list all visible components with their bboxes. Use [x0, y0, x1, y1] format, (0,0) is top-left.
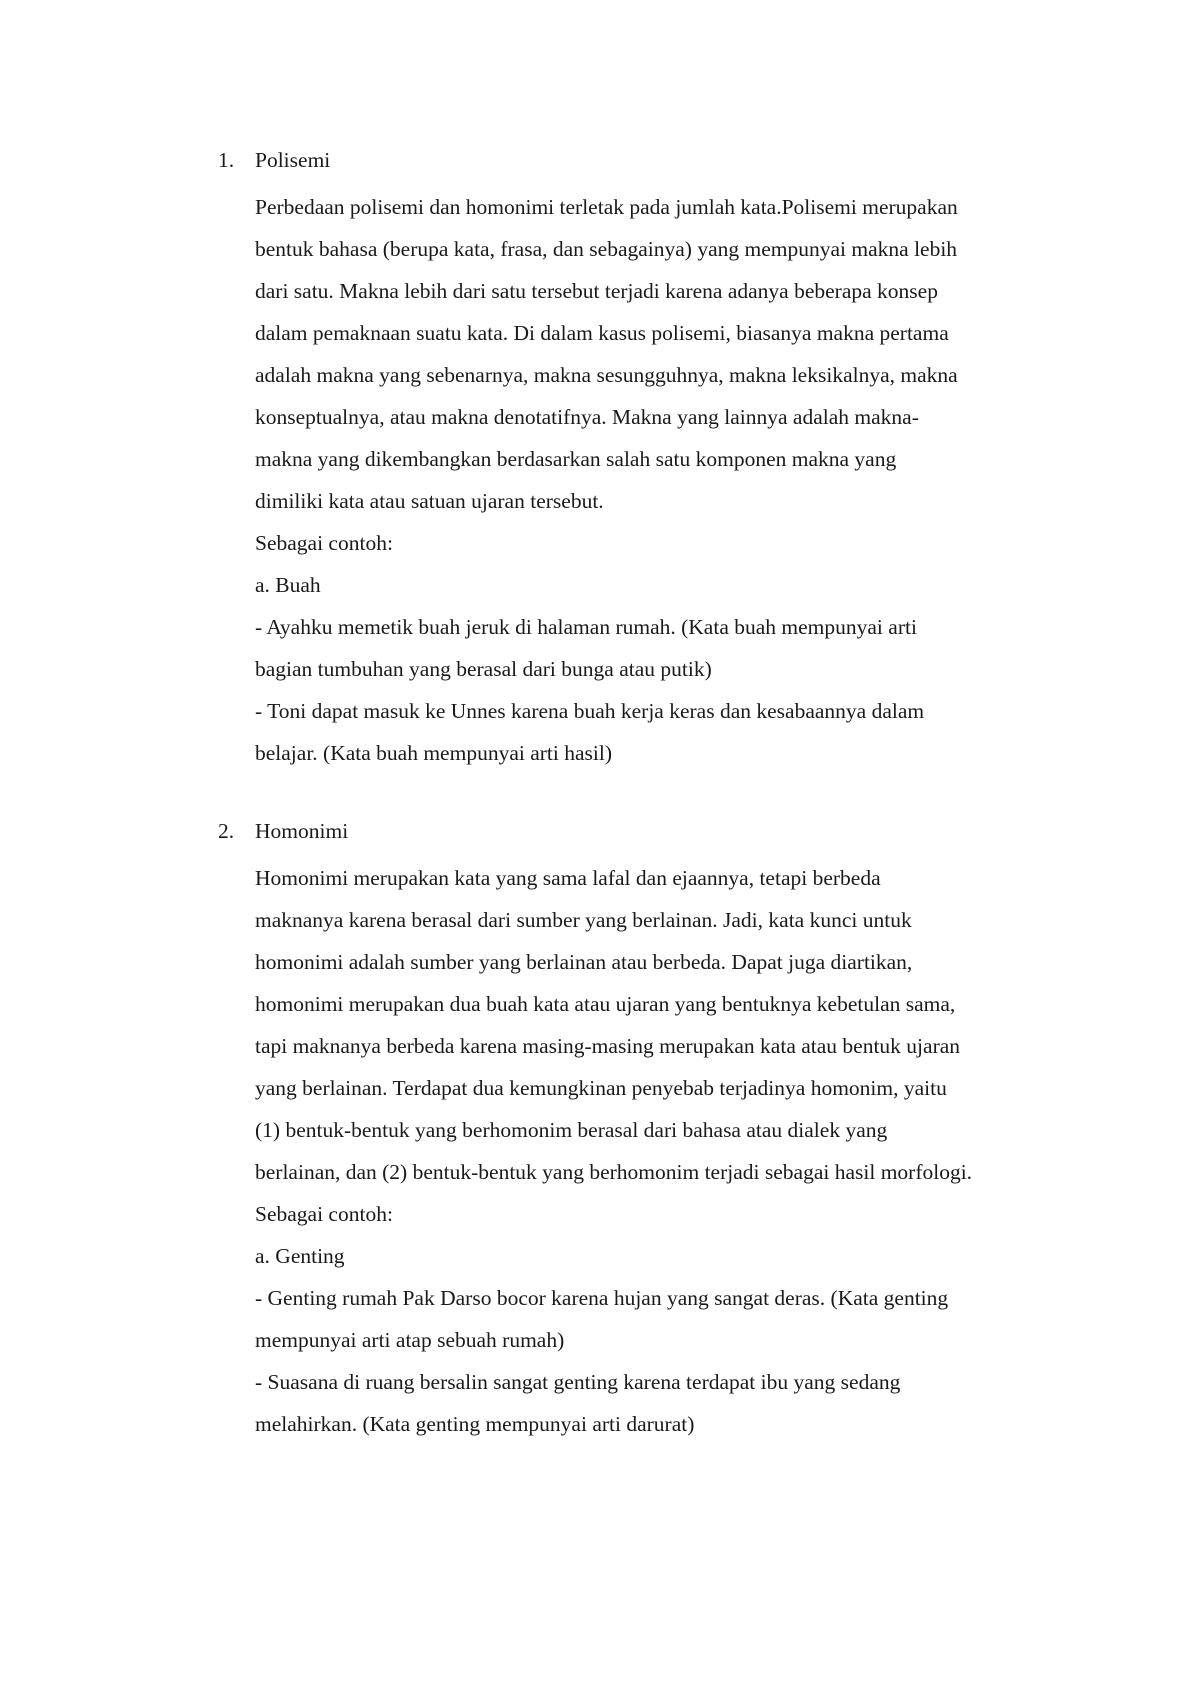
example-line: - Ayahku memetik buah jeruk di halaman rumah. (Kata buah mempunyai arti [255, 615, 917, 639]
section-title: Polisemi [255, 148, 331, 172]
example-intro: Sebagai contoh: [255, 531, 393, 555]
paragraph-line: makna yang dikembangkan berdasarkan salah satu komponen makna yang [255, 447, 897, 471]
paragraph-line: konseptualnya, atau makna denotatifnya. Makna yang lainnya adalah makna- [255, 405, 919, 429]
paragraph-line: Perbedaan polisemi dan homonimi terletak pada jumlah kata.Polisemi merupakan [255, 195, 958, 219]
paragraph-line: homonimi merupakan dua buah kata atau ujaran yang bentuknya kebetulan sama, [255, 992, 956, 1016]
section-body [255, 186, 1095, 774]
paragraph-line: yang berlainan. Terdapat dua kemungkinan penyebab terjadinya homonim, yaitu [255, 1076, 947, 1100]
example-term: a. Genting [255, 1244, 345, 1268]
section-body [255, 857, 1095, 1445]
section-heading [218, 144, 1118, 186]
example-line: belajar. (Kata buah mempunyai arti hasil) [255, 741, 613, 765]
section-title: Homonimi [255, 819, 349, 843]
paragraph-line: tapi maknanya berbeda karena masing-masing merupakan kata atau bentuk ujaran [255, 1034, 961, 1058]
example-line: - Suasana di ruang bersalin sangat genting karena terdapat ibu yang sedang [255, 1370, 901, 1394]
example-line: bagian tumbuhan yang berasal dari bunga atau putik) [255, 657, 712, 681]
section-heading [218, 815, 1118, 857]
paragraph-line: maknanya karena berasal dari sumber yang berlainan. Jadi, kata kunci untuk [255, 908, 912, 932]
example-intro: Sebagai contoh: [255, 1202, 393, 1226]
section-polisemi [218, 144, 1118, 774]
section-number: 2. [218, 819, 235, 843]
paragraph-line: (1) bentuk-bentuk yang berhomonim berasal dari bahasa atau dialek yang [255, 1118, 888, 1142]
paragraph-line: berlainan, dan (2) bentuk-bentuk yang berhomonim terjadi sebagai hasil morfologi. [255, 1160, 973, 1184]
section-homonimi [218, 815, 1118, 1445]
example-line: melahirkan. (Kata genting mempunyai arti darurat) [255, 1412, 695, 1436]
paragraph-line: dalam pemaknaan suatu kata. Di dalam kasus polisemi, biasanya makna pertama [255, 321, 949, 345]
paragraph-line: dimiliki kata atau satuan ujaran tersebut. [255, 489, 604, 513]
paragraph-line: Homonimi merupakan kata yang sama lafal dan ejaannya, tetapi berbeda [255, 866, 881, 890]
example-term: a. Buah [255, 573, 321, 597]
paragraph-line: bentuk bahasa (berupa kata, frasa, dan sebagainya) yang mempunyai makna lebih [255, 237, 958, 261]
paragraph-line: dari satu. Makna lebih dari satu tersebut terjadi karena adanya beberapa konsep [255, 279, 938, 303]
example-line: mempunyai arti atap sebuah rumah) [255, 1328, 565, 1352]
example-line: - Genting rumah Pak Darso bocor karena hujan yang sangat deras. (Kata genting [255, 1286, 949, 1310]
example-line: - Toni dapat masuk ke Unnes karena buah kerja keras dan kesabaannya dalam [255, 699, 925, 723]
paragraph-line: adalah makna yang sebenarnya, makna sesungguhnya, makna leksikalnya, makna [255, 363, 958, 387]
section-number: 1. [218, 148, 235, 172]
paragraph-line: homonimi adalah sumber yang berlainan atau berbeda. Dapat juga diartikan, [255, 950, 913, 974]
